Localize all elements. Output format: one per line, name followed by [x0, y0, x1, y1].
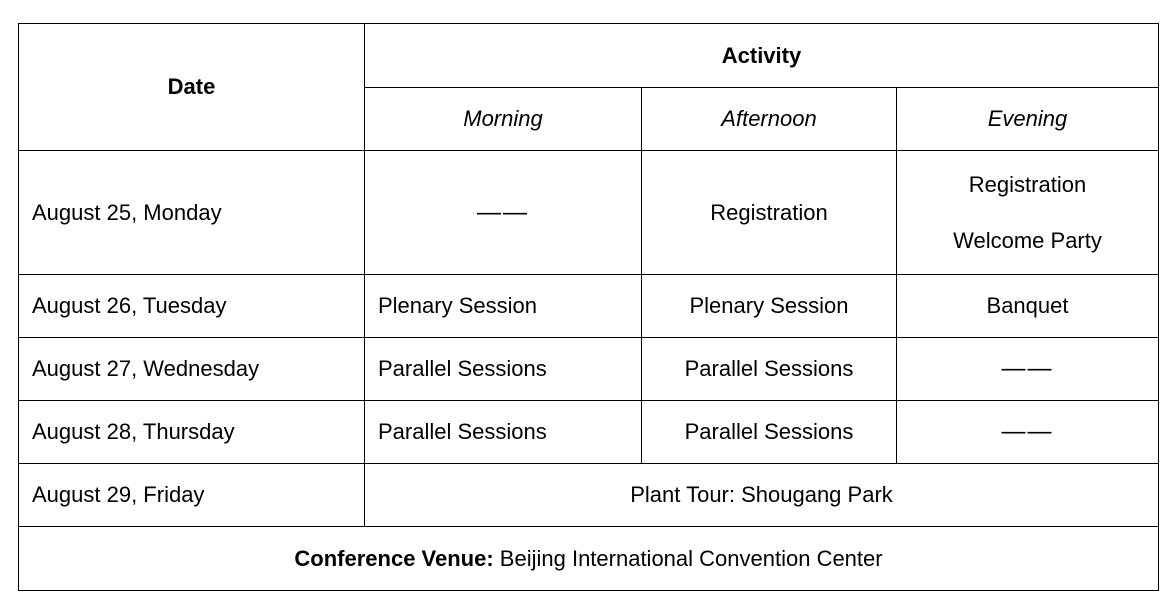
evening-cell: Banquet [897, 275, 1159, 338]
table-row [19, 338, 1159, 401]
morning-cell: Plenary Session [365, 275, 642, 338]
morning-cell: Parallel Sessions [365, 338, 642, 401]
date-cell: August 29, Friday [19, 464, 365, 527]
activity-column-header: Activity [365, 24, 1159, 88]
date-cell: August 27, Wednesday [19, 338, 365, 401]
afternoon-cell: Plenary Session [642, 275, 897, 338]
evening-column-header: Evening [897, 88, 1159, 151]
evening-cell [897, 401, 1159, 464]
date-column-header: Date [19, 24, 365, 151]
morning-cell [365, 151, 642, 275]
table-row [19, 151, 1159, 275]
venue-value: Beijing International Convention Center [499, 545, 883, 571]
afternoon-cell: Parallel Sessions [642, 338, 897, 401]
no-activity-dash: —— [1001, 355, 1054, 382]
venue-cell [19, 527, 1159, 591]
venue-label: Conference Venue: [294, 545, 494, 571]
date-cell: August 26, Tuesday [19, 275, 365, 338]
afternoon-cell: Registration [642, 151, 897, 275]
evening-line: Registration [968, 171, 1087, 197]
evening-cell [897, 151, 1159, 275]
no-activity-dash: —— [1001, 418, 1054, 445]
all-day-activity-cell: Plant Tour: Shougang Park [365, 464, 1159, 527]
table-row [19, 275, 1159, 338]
date-cell: August 25, Monday [19, 151, 365, 275]
afternoon-column-header: Afternoon [642, 88, 897, 151]
table-row [19, 401, 1159, 464]
date-cell: August 28, Thursday [19, 401, 365, 464]
table-row [19, 464, 1159, 527]
header-row [19, 24, 1159, 88]
venue-row [19, 527, 1159, 591]
no-activity-dash: —— [477, 198, 529, 226]
morning-column-header: Morning [365, 88, 642, 151]
morning-cell: Parallel Sessions [365, 401, 642, 464]
evening-line: Welcome Party [953, 227, 1102, 253]
afternoon-cell: Parallel Sessions [642, 401, 897, 464]
evening-cell [897, 338, 1159, 401]
schedule-table [18, 23, 1159, 591]
